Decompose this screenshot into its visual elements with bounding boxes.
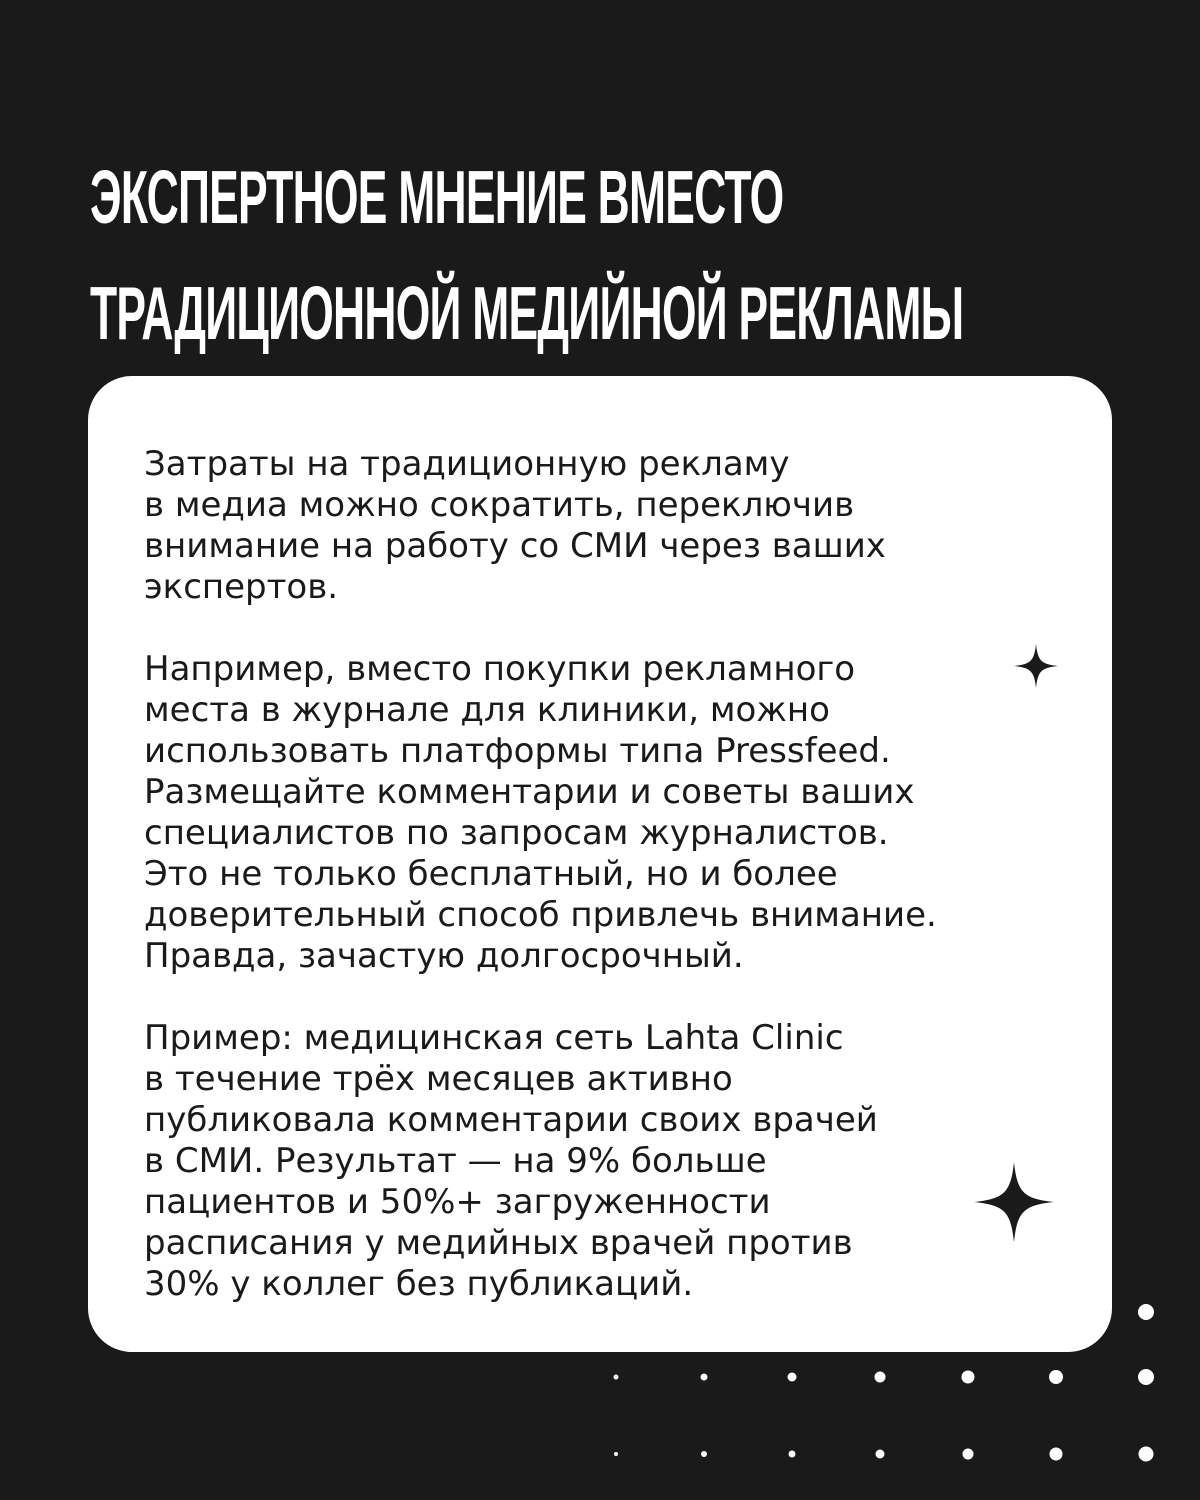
paragraph-example-platform: Например, вместо покупки рекламного места в журнале для клиники, можно использовать платформы типа Pressfeed. Размещайте комментарии и советы ваших специалистов по запросам журналистов. Это не только бесплатный, но и более доверительный способ привлечь внимание. Правда, зачастую долгосрочный. <box>144 649 937 976</box>
dot <box>875 1372 886 1383</box>
dot <box>701 1451 707 1457</box>
title-line-1: ЭКСПЕРТНОЕ МНЕНИЕ ВМЕСТО <box>90 155 784 240</box>
paragraph-costs: Затраты на традиционную рекламу в медиа можно сократить, переключив внимание на работу со СМИ через ваших экспертов. <box>144 444 886 607</box>
small-star-icon <box>1014 644 1058 688</box>
dot <box>1049 1370 1063 1384</box>
dot <box>1050 1448 1063 1461</box>
card-body <box>144 444 1044 1346</box>
page-title <box>90 140 1141 372</box>
title-line-2: ТРАДИЦИОННОЙ МЕДИЙНОЙ РЕКЛАМЫ <box>90 271 964 356</box>
dot <box>962 1371 975 1384</box>
dot <box>1138 1304 1154 1320</box>
dot <box>614 1375 619 1380</box>
dot <box>789 1451 796 1458</box>
dot <box>1139 1447 1154 1462</box>
dot <box>788 1373 797 1382</box>
dot <box>1138 1369 1154 1385</box>
dot <box>876 1450 885 1459</box>
large-star-icon <box>974 1162 1054 1242</box>
decorative-dot-grid <box>600 1290 1180 1480</box>
dot <box>614 1452 618 1456</box>
content-card <box>88 376 1112 1352</box>
dot <box>701 1374 708 1381</box>
dot <box>963 1449 974 1460</box>
paragraph-case-study: Пример: медицинская сеть Lahta Clinic в течение трёх месяцев активно публиковала комментарии своих врачей в СМИ. Результат — на 9% больше пациентов и 50%+ загруженности расписания у медийных врачей против 30% у коллег без публикаций. <box>144 1018 878 1304</box>
